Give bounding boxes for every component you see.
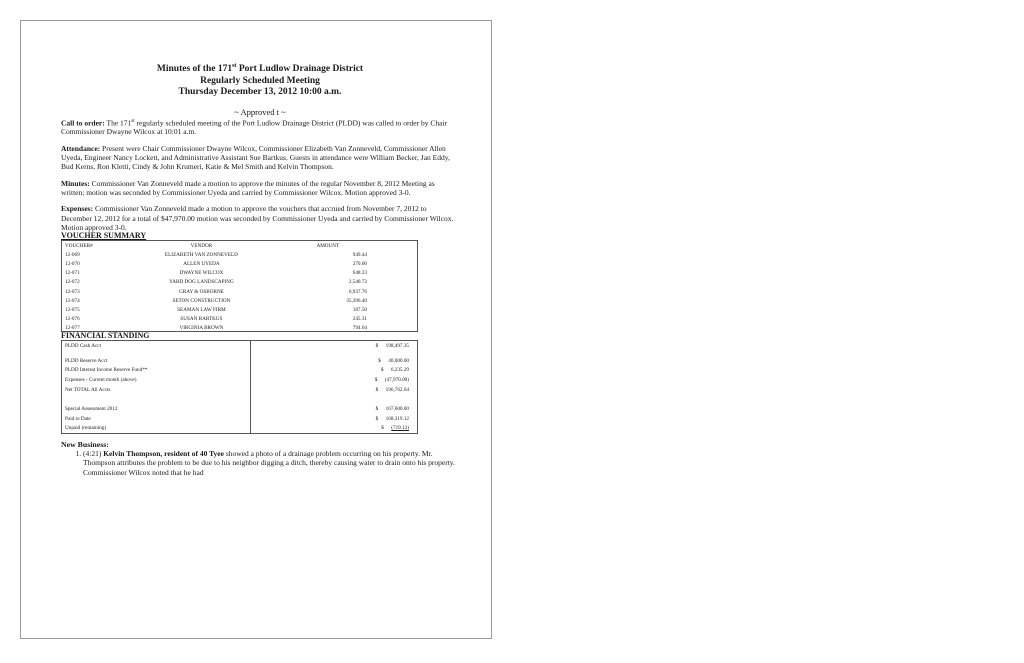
currency-symbol: $ bbox=[375, 386, 379, 393]
financial-value: 6,235.29 bbox=[390, 367, 409, 374]
vendor-cell: YARD DOG LANDSCAPING bbox=[169, 279, 234, 286]
column-header-voucher: VOUCHER# bbox=[65, 242, 93, 249]
vendor-cell: ALLEN UYEDA bbox=[183, 261, 220, 268]
document-page bbox=[20, 20, 492, 639]
table-row bbox=[62, 315, 418, 324]
voucher-table bbox=[61, 240, 418, 332]
financial-label-cell: Expenses - Current month (above) bbox=[62, 375, 251, 385]
table-row bbox=[62, 341, 418, 351]
table-row bbox=[62, 305, 418, 314]
table-row bbox=[62, 366, 418, 376]
amount-cell: 245.31 bbox=[352, 316, 367, 323]
amount-cell: 187.50 bbox=[352, 307, 367, 314]
currency-symbol: $ bbox=[375, 415, 379, 422]
approved-stamp: ~ Approved t ~ bbox=[234, 106, 286, 117]
table-row bbox=[62, 375, 418, 385]
table-row bbox=[62, 424, 418, 434]
financial-label-cell: Unpaid (remaining) bbox=[62, 424, 251, 434]
voucher-number-cell: 12-075 bbox=[65, 307, 80, 314]
financial-value: 198,497.35 bbox=[385, 343, 409, 350]
vendor-cell: SETON CONSTRUCTION bbox=[172, 297, 231, 304]
vendor-cell: SUSAN BARTKUS bbox=[180, 316, 223, 323]
table-row bbox=[62, 404, 418, 414]
financial-value-cell bbox=[251, 341, 418, 351]
title-line-2: Regularly Scheduled Meeting bbox=[200, 75, 320, 86]
voucher-summary-heading: VOUCHER SUMMARY bbox=[61, 231, 147, 241]
voucher-number-cell: 12-069 bbox=[65, 251, 80, 258]
attendance-paragraph: Attendance: Present were Chair Commissioner Dwayne Wilcox, Commissioner Elizabeth Van Zonneveld, Commissioner Allen Uyeda, Engineer Nancy Lockett, and Administrative Assistant Sue Bartkus. Guests in attendance were William Becker, Jan Eddy, Bud Kerns, Ron Kletti, Cindy & John Krumeri, Katie & Mel Smith and Kelvin Thompson. bbox=[61, 143, 450, 172]
expenses-paragraph: Expenses: Commissioner Van Zonneveld made a motion to approve the vouchers that accrued from November 7, 2012 to December 12, 2012 for a total of $47,970.00 motion was seconded by Commissioner Uyeda and carried by Commissioner Wilcox. Motion approved 3-0. bbox=[61, 204, 454, 232]
table-row bbox=[62, 269, 418, 278]
call-to-order-paragraph: Call to order: The 171st regularly scheduled meeting of the Port Ludlow Drainage District (PLDD) was called to order by Chair Commissioner Dwayne Wilcox at 10:01 a.m. bbox=[61, 118, 448, 137]
list-item: 1. (4:21) Kelvin Thompson, resident of 40 Tyee showed a photo of a drainage problem occurring on his property. Mr. Thompson attributes the problem to be due to his neighbor digging a ditch, thereby causing water to drain onto his property. Commissioner Wilcox noted that he had bbox=[83, 449, 459, 477]
amount-cell: 949.44 bbox=[352, 251, 367, 258]
table-row bbox=[62, 250, 418, 259]
financial-value: (719.12) bbox=[391, 425, 409, 432]
voucher-number-cell: 12-073 bbox=[65, 288, 80, 295]
currency-symbol: $ bbox=[374, 376, 378, 383]
document-title bbox=[61, 61, 459, 99]
financial-label-cell: PLDD Reserve Acct bbox=[62, 356, 251, 366]
currency-symbol: $ bbox=[375, 343, 379, 350]
financial-label-cell: Net TOTAL All Accts bbox=[62, 385, 251, 395]
voucher-number-cell: 12-072 bbox=[65, 279, 80, 286]
amount-cell: 648.23 bbox=[352, 270, 367, 277]
column-header-vendor: VENDOR bbox=[190, 242, 213, 249]
vendor-cell: DWAYNE WILCOX bbox=[179, 270, 224, 277]
vendor-cell: SEAMAN LAW FIRM bbox=[177, 307, 226, 314]
table-row bbox=[62, 356, 418, 366]
table-row bbox=[62, 385, 418, 395]
vendor-cell: ELIZABETH VAN ZONNEVELD bbox=[164, 251, 238, 258]
vendor-cell: GRAY & OSBORNE bbox=[178, 288, 224, 295]
currency-symbol: $ bbox=[375, 406, 379, 413]
financial-value-cell bbox=[251, 404, 418, 414]
document-content bbox=[61, 61, 459, 477]
title-line-3: Thursday December 13, 2012 10:00 a.m. bbox=[178, 87, 342, 98]
table-row bbox=[62, 296, 418, 305]
currency-symbol: $ bbox=[378, 357, 381, 364]
financial-label-cell: Paid to Date bbox=[62, 414, 251, 424]
new-business-list bbox=[61, 449, 459, 477]
currency-symbol: $ bbox=[381, 425, 384, 432]
financial-value-cell bbox=[251, 424, 418, 434]
financial-label-cell: PLDD Cash Acct bbox=[62, 341, 251, 351]
table-row bbox=[62, 287, 418, 296]
column-header-amount: AMOUNT bbox=[316, 242, 340, 249]
financial-value: 196,762.64 bbox=[385, 386, 409, 393]
vendor-cell: VIRGINIA BROWN bbox=[179, 325, 224, 332]
financial-value-cell bbox=[251, 356, 418, 366]
table-row bbox=[62, 278, 418, 287]
currency-symbol: $ bbox=[380, 367, 384, 374]
financial-value: (47,970.00) bbox=[384, 376, 409, 383]
amount-cell: 6,937.76 bbox=[348, 288, 367, 295]
financial-value-cell bbox=[251, 385, 418, 395]
financial-value-cell bbox=[251, 414, 418, 424]
amount-cell: 35,396.40 bbox=[346, 297, 367, 304]
amount-cell: 270.00 bbox=[352, 261, 367, 268]
new-business-heading: New Business: bbox=[61, 440, 109, 450]
financial-table bbox=[61, 340, 418, 434]
minutes-paragraph: Minutes: Commissioner Van Zonneveld made a motion to approve the minutes of the regular November 8, 2012 Meeting as written; motion was seconded by Commissioner Uyeda and carried by Commissioner Wilcox. Motion approved 3-0. bbox=[61, 178, 435, 197]
voucher-number-cell: 12-076 bbox=[65, 316, 80, 323]
financial-standing-heading: FINANCIAL STANDING bbox=[61, 331, 150, 341]
financial-label-cell: Special Assessment 2012 bbox=[62, 404, 251, 414]
title-line-1: Minutes of the 171st Port Ludlow Drainage District bbox=[156, 63, 364, 75]
financial-value: 40,000.00 bbox=[388, 357, 409, 364]
financial-value: 167,600.00 bbox=[385, 406, 409, 413]
voucher-number-cell: 12-074 bbox=[65, 297, 80, 304]
table-row bbox=[62, 260, 418, 269]
financial-value-cell bbox=[251, 366, 418, 376]
financial-label-cell: PLDD Interest Income Reserve Fund** bbox=[62, 366, 251, 376]
financial-value: 168,319.12 bbox=[385, 415, 409, 422]
voucher-table-header bbox=[62, 241, 418, 251]
voucher-number-cell: 12-070 bbox=[65, 261, 80, 268]
amount-cell: 794.64 bbox=[352, 325, 367, 332]
financial-value-cell bbox=[251, 375, 418, 385]
voucher-number-cell: 12-071 bbox=[65, 270, 80, 277]
table-row bbox=[62, 414, 418, 424]
amount-cell: 2,540.72 bbox=[348, 279, 367, 286]
voucher-number-cell: 12-077 bbox=[65, 325, 80, 332]
